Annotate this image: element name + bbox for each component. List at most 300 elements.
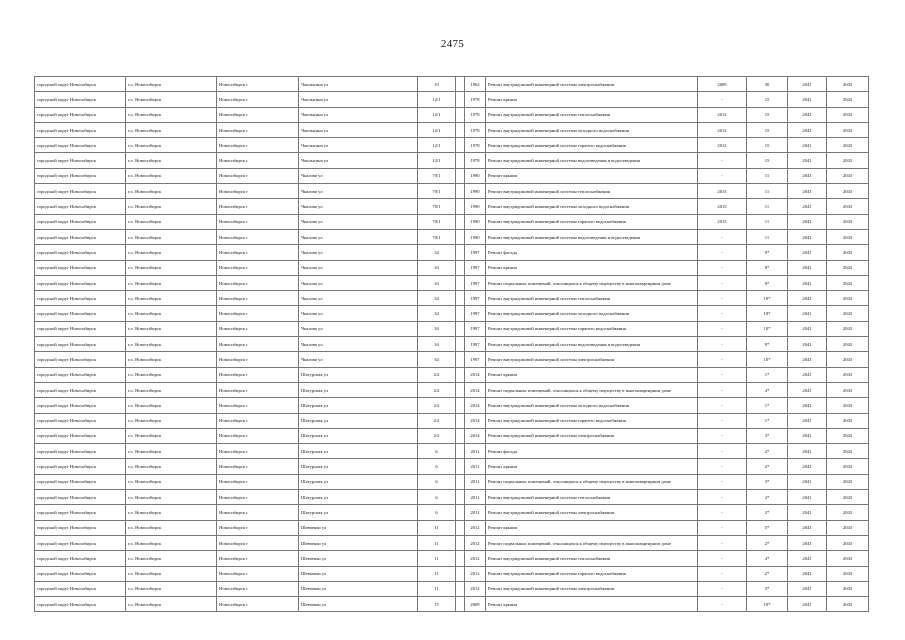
cell-check: - — [698, 566, 747, 581]
cell-municipality: г.о. Новосибирск — [126, 77, 217, 92]
cell-check: - — [698, 352, 747, 367]
cell-life: 11 — [747, 214, 788, 229]
cell-district: городской округ Новосибирск — [35, 153, 126, 168]
cell-number: 12/1 — [418, 122, 456, 137]
cell-check: - — [698, 505, 747, 520]
table-row — [35, 444, 869, 459]
cell-check: - — [698, 535, 747, 550]
cell-street: Чаплыгина ул — [299, 107, 418, 122]
cell-street: Чкалова ул — [299, 184, 418, 199]
cell-p1: 2041 — [788, 535, 827, 550]
cell-number: 12/1 — [418, 92, 456, 107]
cell-district: городской округ Новосибирск — [35, 214, 126, 229]
cell-district: городской округ Новосибирск — [35, 398, 126, 413]
cell-p1: 2041 — [788, 214, 827, 229]
cell-life: 8* — [747, 260, 788, 275]
cell-p2: 2043 — [827, 184, 869, 199]
cell-work: Ремонт крыши — [486, 520, 698, 535]
cell-number: 70/1 — [418, 199, 456, 214]
cell-number: 2/2 — [418, 382, 456, 397]
cell-municipality: г.о. Новосибирск — [126, 367, 217, 382]
cell-life: 10* — [747, 291, 788, 306]
table-row — [35, 597, 869, 612]
cell-street: Чкалова ул — [299, 337, 418, 352]
cell-street: Шевченко ул — [299, 551, 418, 566]
cell-number: 12/1 — [418, 107, 456, 122]
cell-city: Новосибирск г — [217, 474, 299, 489]
table-row — [35, 107, 869, 122]
cell-life: 5* — [747, 520, 788, 535]
cell-number: 11 — [418, 535, 456, 550]
cell-life: 1* — [747, 413, 788, 428]
cell-life: 2* — [747, 459, 788, 474]
cell-number: 11 — [418, 581, 456, 596]
cell-number: 34 — [418, 275, 456, 290]
cell-city: Новосибирск г — [217, 291, 299, 306]
cell-street: Чкалова ул — [299, 275, 418, 290]
cell-number: 11 — [418, 520, 456, 535]
cell-number: 34 — [418, 306, 456, 321]
cell-life: 10* — [747, 321, 788, 336]
cell-p1: 2041 — [788, 428, 827, 443]
cell-empty — [456, 398, 465, 413]
cell-check: - — [698, 321, 747, 336]
cell-district: городской округ Новосибирск — [35, 581, 126, 596]
cell-life: 2* — [747, 505, 788, 520]
cell-city: Новосибирск г — [217, 245, 299, 260]
cell-empty — [456, 291, 465, 306]
cell-p1: 2041 — [788, 199, 827, 214]
cell-p1: 2041 — [788, 168, 827, 183]
cell-work: Ремонт внутридомовой инженерной системы водоотведения и водоотведения — [486, 229, 698, 244]
cell-life: 10* — [747, 597, 788, 612]
cell-municipality: г.о. Новосибирск — [126, 229, 217, 244]
cell-district: городской округ Новосибирск — [35, 551, 126, 566]
cell-street: Шатурская ул — [299, 398, 418, 413]
cell-municipality: г.о. Новосибирск — [126, 138, 217, 153]
cell-number: 2/2 — [418, 413, 456, 428]
cell-p1: 2041 — [788, 398, 827, 413]
cell-p1: 2041 — [788, 275, 827, 290]
cell-p1: 2041 — [788, 505, 827, 520]
cell-empty — [456, 474, 465, 489]
cell-number: 10 — [418, 77, 456, 92]
cell-work: Ремонт внутридомовой инженерной системы холодного водоснабжения — [486, 199, 698, 214]
cell-p1: 2041 — [788, 444, 827, 459]
cell-municipality: г.о. Новосибирск — [126, 459, 217, 474]
cell-municipality: г.о. Новосибирск — [126, 107, 217, 122]
table-row — [35, 352, 869, 367]
cell-work: Ремонт внутридомовой инженерной системы горячего водоснабжения — [486, 566, 698, 581]
cell-work: Ремонт внутридомовой инженерной системы водоотведения и водоотведения — [486, 153, 698, 168]
cell-district: городской округ Новосибирск — [35, 459, 126, 474]
cell-district: городской округ Новосибирск — [35, 367, 126, 382]
cell-year: 1997 — [465, 245, 486, 260]
cell-work: Ремонт крыши — [486, 260, 698, 275]
cell-check: - — [698, 490, 747, 505]
cell-p2: 2043 — [827, 535, 869, 550]
cell-life: 9* — [747, 275, 788, 290]
cell-street: Чкалова ул — [299, 199, 418, 214]
cell-p2: 2043 — [827, 459, 869, 474]
cell-number: 2/2 — [418, 367, 456, 382]
cell-empty — [456, 306, 465, 321]
cell-municipality: г.о. Новосибирск — [126, 382, 217, 397]
cell-district: городской округ Новосибирск — [35, 337, 126, 352]
cell-number: 34 — [418, 337, 456, 352]
cell-life: 11 — [747, 168, 788, 183]
cell-p2: 2043 — [827, 566, 869, 581]
cell-street: Чкалова ул — [299, 306, 418, 321]
cell-work: Ремонт крыши — [486, 597, 698, 612]
cell-municipality: г.о. Новосибирск — [126, 428, 217, 443]
cell-city: Новосибирск г — [217, 352, 299, 367]
cell-p1: 2041 — [788, 597, 827, 612]
cell-empty — [456, 153, 465, 168]
cell-street: Чкалова ул — [299, 321, 418, 336]
cell-work: Ремонт фасада — [486, 245, 698, 260]
cell-municipality: г.о. Новосибирск — [126, 490, 217, 505]
cell-life: 9* — [747, 337, 788, 352]
cell-life: 3* — [747, 581, 788, 596]
cell-number: 34 — [418, 260, 456, 275]
table-row — [35, 306, 869, 321]
cell-year: 2012 — [465, 581, 486, 596]
cell-street: Чкалова ул — [299, 260, 418, 275]
cell-district: городской округ Новосибирск — [35, 382, 126, 397]
cell-life: 11 — [747, 184, 788, 199]
cell-check: 2012 — [698, 107, 747, 122]
cell-district: городской округ Новосибирск — [35, 184, 126, 199]
cell-number: 11 — [418, 566, 456, 581]
cell-check: - — [698, 337, 747, 352]
cell-check: - — [698, 581, 747, 596]
cell-municipality: г.о. Новосибирск — [126, 214, 217, 229]
cell-p2: 2043 — [827, 413, 869, 428]
cell-check: - — [698, 474, 747, 489]
cell-empty — [456, 337, 465, 352]
cell-city: Новосибирск г — [217, 275, 299, 290]
cell-city: Новосибирск г — [217, 153, 299, 168]
cell-check: - — [698, 459, 747, 474]
cell-district: городской округ Новосибирск — [35, 490, 126, 505]
table-row — [35, 551, 869, 566]
table-row — [35, 566, 869, 581]
table-row — [35, 168, 869, 183]
cell-p2: 2043 — [827, 245, 869, 260]
cell-p1: 2041 — [788, 306, 827, 321]
cell-street: Чкалова ул — [299, 168, 418, 183]
cell-p1: 2041 — [788, 245, 827, 260]
cell-life: 3* — [747, 474, 788, 489]
cell-check: - — [698, 291, 747, 306]
cell-p1: 2041 — [788, 581, 827, 596]
cell-check: 2009 — [698, 77, 747, 92]
cell-municipality: г.о. Новосибирск — [126, 291, 217, 306]
cell-p2: 2043 — [827, 77, 869, 92]
table-row — [35, 214, 869, 229]
cell-life: 15 — [747, 122, 788, 137]
cell-year: 2011 — [465, 444, 486, 459]
cell-check: - — [698, 398, 747, 413]
cell-life: 15 — [747, 107, 788, 122]
cell-city: Новосибирск г — [217, 229, 299, 244]
cell-check: - — [698, 275, 747, 290]
page-number: 2475 — [440, 38, 465, 50]
cell-district: городской округ Новосибирск — [35, 413, 126, 428]
cell-district: городской округ Новосибирск — [35, 352, 126, 367]
cell-number: 70/1 — [418, 168, 456, 183]
cell-district: городской округ Новосибирск — [35, 597, 126, 612]
cell-check: - — [698, 92, 747, 107]
cell-street: Шатурская ул — [299, 505, 418, 520]
cell-city: Новосибирск г — [217, 321, 299, 336]
cell-municipality: г.о. Новосибирск — [126, 581, 217, 596]
cell-check: - — [698, 153, 747, 168]
cell-district: городской округ Новосибирск — [35, 535, 126, 550]
cell-p1: 2041 — [788, 184, 827, 199]
cell-check: 2015 — [698, 184, 747, 199]
cell-empty — [456, 229, 465, 244]
cell-year: 2012 — [465, 535, 486, 550]
cell-district: городской округ Новосибирск — [35, 245, 126, 260]
cell-number: 6 — [418, 505, 456, 520]
table-row — [35, 505, 869, 520]
cell-city: Новосибирск г — [217, 566, 299, 581]
cell-p2: 2043 — [827, 199, 869, 214]
cell-p1: 2041 — [788, 520, 827, 535]
cell-p2: 2043 — [827, 428, 869, 443]
cell-year: 2014 — [465, 382, 486, 397]
cell-municipality: г.о. Новосибирск — [126, 153, 217, 168]
cell-year: 2011 — [465, 505, 486, 520]
cell-year: 2014 — [465, 398, 486, 413]
cell-p2: 2043 — [827, 138, 869, 153]
cell-empty — [456, 367, 465, 382]
cell-number: 70/1 — [418, 214, 456, 229]
cell-year: 1997 — [465, 352, 486, 367]
cell-life: 2* — [747, 490, 788, 505]
cell-p1: 2041 — [788, 229, 827, 244]
cell-p2: 2043 — [827, 505, 869, 520]
cell-street: Чкалова ул — [299, 245, 418, 260]
cell-city: Новосибирск г — [217, 382, 299, 397]
cell-district: городской округ Новосибирск — [35, 229, 126, 244]
cell-municipality: г.о. Новосибирск — [126, 597, 217, 612]
cell-street: Чаплыгина ул — [299, 77, 418, 92]
cell-empty — [456, 199, 465, 214]
cell-district: городской округ Новосибирск — [35, 505, 126, 520]
cell-year: 1978 — [465, 153, 486, 168]
cell-street: Чкалова ул — [299, 352, 418, 367]
cell-p1: 2041 — [788, 352, 827, 367]
table-row — [35, 490, 869, 505]
cell-street: Шевченко ул — [299, 520, 418, 535]
cell-year: 2011 — [465, 474, 486, 489]
cell-street: Шатурская ул — [299, 382, 418, 397]
cell-district: городской округ Новосибирск — [35, 321, 126, 336]
cell-life: 10* — [747, 352, 788, 367]
cell-street: Шевченко ул — [299, 597, 418, 612]
cell-district: городской округ Новосибирск — [35, 122, 126, 137]
cell-p1: 2041 — [788, 321, 827, 336]
cell-city: Новосибирск г — [217, 214, 299, 229]
cell-empty — [456, 107, 465, 122]
cell-empty — [456, 168, 465, 183]
cell-street: Шатурская ул — [299, 474, 418, 489]
cell-empty — [456, 505, 465, 520]
cell-empty — [456, 520, 465, 535]
cell-work: Ремонт крыши — [486, 168, 698, 183]
cell-work: Ремонт подвальных помещений, относящихся к общему имуществу в многоквартирном доме — [486, 535, 698, 550]
cell-street: Шевченко ул — [299, 566, 418, 581]
cell-p1: 2041 — [788, 413, 827, 428]
cell-year: 2014 — [465, 367, 486, 382]
cell-city: Новосибирск г — [217, 444, 299, 459]
cell-work: Ремонт подвальных помещений, относящихся к общему имуществу в многоквартирном доме — [486, 474, 698, 489]
cell-empty — [456, 245, 465, 260]
table-body — [35, 77, 869, 612]
table-row — [35, 138, 869, 153]
cell-year: 1990 — [465, 214, 486, 229]
cell-city: Новосибирск г — [217, 428, 299, 443]
cell-work: Ремонт внутридомовой инженерной системы электроснабжения — [486, 352, 698, 367]
cell-check: - — [698, 551, 747, 566]
cell-check: - — [698, 260, 747, 275]
cell-street: Чаплыгина ул — [299, 138, 418, 153]
cell-work: Ремонт крыши — [486, 92, 698, 107]
cell-district: городской округ Новосибирск — [35, 260, 126, 275]
cell-work: Ремонт внутридомовой инженерной системы электроснабжения — [486, 77, 698, 92]
cell-work: Ремонт крыши — [486, 459, 698, 474]
cell-p2: 2043 — [827, 122, 869, 137]
cell-city: Новосибирск г — [217, 199, 299, 214]
cell-city: Новосибирск г — [217, 367, 299, 382]
cell-year: 2012 — [465, 566, 486, 581]
cell-p1: 2041 — [788, 551, 827, 566]
cell-life: 15 — [747, 138, 788, 153]
cell-life: 1* — [747, 367, 788, 382]
cell-empty — [456, 184, 465, 199]
cell-number: 34 — [418, 291, 456, 306]
table-row — [35, 245, 869, 260]
cell-work: Ремонт внутридомовой инженерной системы теплоснабжения — [486, 551, 698, 566]
cell-p2: 2043 — [827, 581, 869, 596]
cell-p2: 2043 — [827, 551, 869, 566]
cell-empty — [456, 581, 465, 596]
cell-district: городской округ Новосибирск — [35, 306, 126, 321]
cell-year: 2014 — [465, 413, 486, 428]
cell-city: Новосибирск г — [217, 413, 299, 428]
cell-p2: 2043 — [827, 275, 869, 290]
cell-empty — [456, 321, 465, 336]
cell-empty — [456, 551, 465, 566]
cell-check: 2015 — [698, 199, 747, 214]
cell-number: 6 — [418, 474, 456, 489]
cell-life: 11 — [747, 229, 788, 244]
cell-life: 15 — [747, 92, 788, 107]
cell-p1: 2041 — [788, 138, 827, 153]
table-row — [35, 77, 869, 92]
cell-p1: 2041 — [788, 92, 827, 107]
cell-check: - — [698, 413, 747, 428]
cell-district: городской округ Новосибирск — [35, 474, 126, 489]
cell-p2: 2043 — [827, 168, 869, 183]
cell-empty — [456, 260, 465, 275]
cell-p2: 2043 — [827, 597, 869, 612]
cell-year: 1997 — [465, 260, 486, 275]
table-row — [35, 520, 869, 535]
cell-p1: 2041 — [788, 566, 827, 581]
cell-street: Шатурская ул — [299, 428, 418, 443]
cell-life: 2* — [747, 566, 788, 581]
cell-city: Новосибирск г — [217, 490, 299, 505]
cell-number: 11 — [418, 551, 456, 566]
cell-empty — [456, 138, 465, 153]
cell-city: Новосибирск г — [217, 505, 299, 520]
cell-p1: 2041 — [788, 291, 827, 306]
cell-work: Ремонт внутридомовой инженерной системы теплоснабжения — [486, 490, 698, 505]
cell-municipality: г.о. Новосибирск — [126, 337, 217, 352]
cell-empty — [456, 382, 465, 397]
cell-p2: 2043 — [827, 306, 869, 321]
cell-work: Ремонт внутридомовой инженерной системы электроснабжения — [486, 581, 698, 596]
cell-p2: 2043 — [827, 398, 869, 413]
cell-number: 70/1 — [418, 184, 456, 199]
cell-life: 9* — [747, 245, 788, 260]
cell-work: Ремонт подвальных помещений, относящихся к общему имуществу в многоквартирном доме — [486, 382, 698, 397]
cell-street: Чкалова ул — [299, 214, 418, 229]
cell-check: - — [698, 520, 747, 535]
cell-municipality: г.о. Новосибирск — [126, 398, 217, 413]
cell-municipality: г.о. Новосибирск — [126, 199, 217, 214]
cell-work: Ремонт внутридомовой инженерной системы теплоснабжения — [486, 291, 698, 306]
cell-municipality: г.о. Новосибирск — [126, 245, 217, 260]
table-row — [35, 535, 869, 550]
cell-district: городской округ Новосибирск — [35, 107, 126, 122]
table-row — [35, 229, 869, 244]
table-row — [35, 413, 869, 428]
cell-street: Шевченко ул — [299, 535, 418, 550]
cell-p1: 2041 — [788, 367, 827, 382]
cell-municipality: г.о. Новосибирск — [126, 260, 217, 275]
cell-check: - — [698, 229, 747, 244]
cell-work: Ремонт крыши — [486, 367, 698, 382]
cell-check: - — [698, 367, 747, 382]
cell-p2: 2043 — [827, 291, 869, 306]
cell-municipality: г.о. Новосибирск — [126, 168, 217, 183]
cell-year: 2011 — [465, 459, 486, 474]
cell-district: городской округ Новосибирск — [35, 444, 126, 459]
cell-year: 1978 — [465, 138, 486, 153]
cell-empty — [456, 352, 465, 367]
cell-municipality: г.о. Новосибирск — [126, 535, 217, 550]
cell-municipality: г.о. Новосибирск — [126, 92, 217, 107]
cell-city: Новосибирск г — [217, 184, 299, 199]
cell-p2: 2043 — [827, 337, 869, 352]
cell-city: Новосибирск г — [217, 581, 299, 596]
cell-check: 2012 — [698, 138, 747, 153]
cell-street: Чаплыгина ул — [299, 92, 418, 107]
table-row — [35, 337, 869, 352]
cell-work: Ремонт внутридомовой инженерной системы холодного водоснабжения — [486, 122, 698, 137]
cell-work: Ремонт внутридомовой инженерной системы водоотведения и водоотведения — [486, 337, 698, 352]
cell-life: 11 — [747, 199, 788, 214]
table-row — [35, 581, 869, 596]
cell-district: городской округ Новосибирск — [35, 138, 126, 153]
table-row — [35, 184, 869, 199]
cell-street: Шатурская ул — [299, 413, 418, 428]
